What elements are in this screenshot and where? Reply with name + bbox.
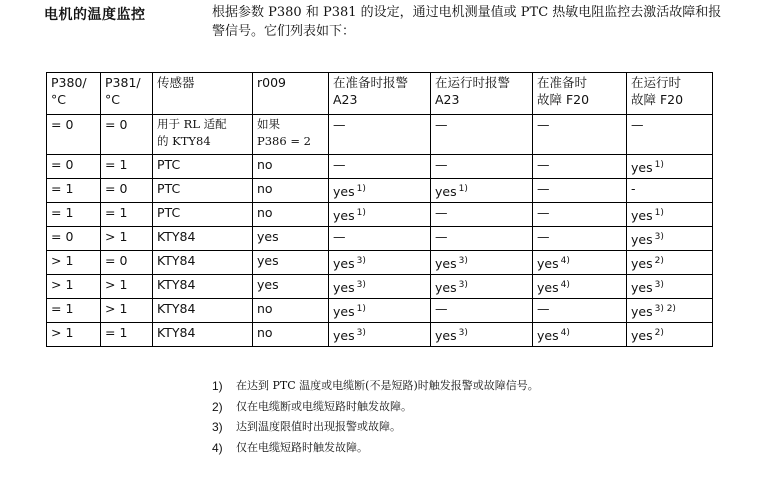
cell-value: — xyxy=(435,117,448,132)
footnote-ref: 4) xyxy=(560,328,570,338)
cell-value: 用于 RL 适配 的 KTY84 xyxy=(157,117,227,148)
cell-value: 如果 P386 = 2 xyxy=(257,117,311,148)
cell-warn-run xyxy=(431,275,533,299)
cell-value: — xyxy=(333,117,346,132)
cell-warn-run xyxy=(431,155,533,179)
cell-value: yes xyxy=(333,256,355,271)
footnote-ref: 4) xyxy=(560,256,570,266)
cell-warn-run xyxy=(431,179,533,203)
footnote-number: 1) xyxy=(212,379,223,393)
cell-warn-run xyxy=(431,227,533,251)
footnote-ref: 1) xyxy=(458,184,468,194)
footnote-ref: 2) xyxy=(654,328,664,338)
cell-value: no xyxy=(257,301,273,316)
cell-fault-run xyxy=(627,251,713,275)
cell-value: > 1 xyxy=(51,253,74,268)
cell-r009 xyxy=(253,323,329,347)
cell-warn-run xyxy=(431,323,533,347)
cell-r009 xyxy=(253,275,329,299)
cell-value: > 1 xyxy=(51,325,74,340)
cell-sensor xyxy=(153,299,253,323)
footnote-number: 3) xyxy=(212,420,223,434)
cell-warn-ready xyxy=(329,115,431,155)
cell-value: = 1 xyxy=(51,205,74,220)
cell-p380 xyxy=(47,227,101,251)
cell-warn-ready xyxy=(329,203,431,227)
header-sensor: 传感器 xyxy=(153,73,253,115)
footnote-ref: 3) xyxy=(654,232,664,242)
footnotes xyxy=(212,376,539,458)
footnote-ref: 1) xyxy=(356,304,366,314)
cell-value: yes xyxy=(435,280,457,295)
cell-p380 xyxy=(47,155,101,179)
cell-r009 xyxy=(253,251,329,275)
cell-sensor xyxy=(153,275,253,299)
footnote-item xyxy=(212,376,539,397)
cell-warn-run xyxy=(431,115,533,155)
table-row xyxy=(47,115,713,155)
cell-value: yes xyxy=(257,277,279,292)
cell-value: = 0 xyxy=(105,117,128,132)
cell-value: — xyxy=(333,157,346,172)
cell-value: — xyxy=(631,117,644,132)
cell-warn-ready xyxy=(329,155,431,179)
cell-warn-ready xyxy=(329,323,431,347)
cell-value: yes xyxy=(631,304,653,319)
footnote-ref: 3) xyxy=(356,256,366,266)
cell-value: yes xyxy=(333,280,355,295)
cell-value: yes xyxy=(631,328,653,343)
footnote-ref: 3) xyxy=(654,280,664,290)
footnote-ref: 1) xyxy=(356,208,366,218)
footnote-ref: 3) xyxy=(356,280,366,290)
cell-warn-run xyxy=(431,203,533,227)
cell-value: — xyxy=(435,205,448,220)
cell-r009 xyxy=(253,299,329,323)
cell-sensor xyxy=(153,179,253,203)
cell-fault-ready xyxy=(533,115,627,155)
header-fault-run: 在运行时 故障 F20 xyxy=(627,73,713,115)
table-row xyxy=(47,299,713,323)
cell-p381 xyxy=(101,323,153,347)
cell-value: KTY84 xyxy=(157,277,196,292)
cell-value: KTY84 xyxy=(157,253,196,268)
cell-p381 xyxy=(101,155,153,179)
table-row xyxy=(47,251,713,275)
cell-value: yes xyxy=(257,253,279,268)
cell-value: > 1 xyxy=(105,229,128,244)
cell-p381 xyxy=(101,299,153,323)
header-warn-run: 在运行时报警 A23 xyxy=(431,73,533,115)
cell-r009 xyxy=(253,155,329,179)
cell-p380 xyxy=(47,323,101,347)
cell-value: — xyxy=(537,205,550,220)
cell-warn-ready xyxy=(329,275,431,299)
table-header-row xyxy=(47,73,713,115)
cell-p380 xyxy=(47,203,101,227)
cell-value: yes xyxy=(257,229,279,244)
cell-value: = 1 xyxy=(105,325,128,340)
cell-value: no xyxy=(257,325,273,340)
footnote-ref: 2) xyxy=(654,256,664,266)
footnote-ref: 3) xyxy=(458,328,468,338)
cell-value: yes xyxy=(537,280,559,295)
cell-value: yes xyxy=(631,280,653,295)
cell-p380 xyxy=(47,299,101,323)
cell-r009 xyxy=(253,115,329,155)
cell-value: — xyxy=(537,301,550,316)
footnote-ref: 1) xyxy=(654,160,664,170)
header-r009: r009 xyxy=(253,73,329,115)
cell-value: PTC xyxy=(157,181,181,196)
cell-p380 xyxy=(47,115,101,155)
cell-value: KTY84 xyxy=(157,301,196,316)
cell-sensor xyxy=(153,203,253,227)
cell-value: yes xyxy=(435,256,457,271)
cell-warn-ready xyxy=(329,179,431,203)
cell-value: > 1 xyxy=(105,277,128,292)
cell-value: = 1 xyxy=(105,157,128,172)
cell-value: no xyxy=(257,181,273,196)
cell-sensor xyxy=(153,115,253,155)
cell-value: = 0 xyxy=(51,157,74,172)
footnote-ref: 3) xyxy=(356,328,366,338)
cell-fault-run xyxy=(627,227,713,251)
cell-fault-run xyxy=(627,299,713,323)
cell-value: = 1 xyxy=(51,301,74,316)
cell-value: yes xyxy=(631,208,653,223)
header-fault-ready: 在准备时 故障 F20 xyxy=(533,73,627,115)
cell-value: yes xyxy=(333,304,355,319)
cell-value: yes xyxy=(631,160,653,175)
cell-value: = 1 xyxy=(105,205,128,220)
footnote-ref: 4) xyxy=(560,280,570,290)
cell-p381 xyxy=(101,251,153,275)
footnote-text: 达到温度限值时出现报警或故障。 xyxy=(236,420,401,433)
footnote-item xyxy=(212,397,539,418)
cell-p380 xyxy=(47,275,101,299)
cell-fault-run xyxy=(627,155,713,179)
cell-fault-run xyxy=(627,203,713,227)
footnote-number: 2) xyxy=(212,399,223,414)
table-row xyxy=(47,227,713,251)
cell-p381 xyxy=(101,203,153,227)
cell-value: = 0 xyxy=(51,117,74,132)
cell-sensor xyxy=(153,323,253,347)
footnote-text: 仅在电缆断或电缆短路时触发故障。 xyxy=(236,399,412,413)
cell-fault-run xyxy=(627,179,713,203)
cell-value: yes xyxy=(631,232,653,247)
cell-fault-ready xyxy=(533,323,627,347)
cell-fault-ready xyxy=(533,299,627,323)
cell-r009 xyxy=(253,227,329,251)
header-p380: P380/ °C xyxy=(47,73,101,115)
cell-warn-run xyxy=(431,299,533,323)
table-row xyxy=(47,323,713,347)
cell-value: yes xyxy=(435,184,457,199)
cell-value: — xyxy=(537,181,550,196)
table-body xyxy=(47,115,713,347)
cell-value: - xyxy=(631,181,636,196)
cell-value: yes xyxy=(537,256,559,271)
cell-p380 xyxy=(47,179,101,203)
header-p381: P381/ °C xyxy=(101,73,153,115)
cell-fault-ready xyxy=(533,275,627,299)
cell-warn-run xyxy=(431,251,533,275)
cell-value: > 1 xyxy=(105,301,128,316)
table-row xyxy=(47,203,713,227)
footnote-ref: 1) xyxy=(654,208,664,218)
cell-fault-ready xyxy=(533,155,627,179)
cell-fault-run xyxy=(627,115,713,155)
cell-fault-ready xyxy=(533,227,627,251)
section-title: 电机的温度监控 xyxy=(44,7,146,23)
intro-paragraph: 根据参数 P380 和 P381 的设定，通过电机测量值或 PTC 热敏电阻监控去激活故障和报警信号。它们列表如下： xyxy=(212,5,722,39)
cell-fault-ready xyxy=(533,179,627,203)
cell-p381 xyxy=(101,179,153,203)
cell-value: — xyxy=(537,157,550,172)
cell-value: yes xyxy=(631,256,653,271)
cell-p381 xyxy=(101,227,153,251)
cell-value: yes xyxy=(537,328,559,343)
cell-fault-ready xyxy=(533,203,627,227)
header-warn-ready: 在准备时报警 A23 xyxy=(329,73,431,115)
cell-value: = 1 xyxy=(51,181,74,196)
cell-value: PTC xyxy=(157,157,181,172)
cell-value: yes xyxy=(333,328,355,343)
temperature-monitoring-table xyxy=(46,72,713,347)
cell-value: — xyxy=(537,229,550,244)
footnote-item xyxy=(212,438,539,459)
cell-value: KTY84 xyxy=(157,229,196,244)
cell-p381 xyxy=(101,115,153,155)
cell-warn-ready xyxy=(329,299,431,323)
cell-r009 xyxy=(253,179,329,203)
footnote-number: 4) xyxy=(212,440,223,455)
cell-value: — xyxy=(435,157,448,172)
cell-fault-ready xyxy=(533,251,627,275)
cell-value: no xyxy=(257,157,273,172)
table-row xyxy=(47,179,713,203)
footnote-item xyxy=(212,417,539,438)
cell-p381 xyxy=(101,275,153,299)
cell-value: — xyxy=(537,117,550,132)
cell-fault-run xyxy=(627,323,713,347)
cell-value: — xyxy=(435,229,448,244)
cell-sensor xyxy=(153,227,253,251)
cell-value: = 0 xyxy=(105,253,128,268)
cell-value: — xyxy=(333,229,346,244)
table-row xyxy=(47,155,713,179)
footnote-ref: 1) xyxy=(356,184,366,194)
cell-fault-run xyxy=(627,275,713,299)
cell-warn-ready xyxy=(329,227,431,251)
cell-value: yes xyxy=(435,328,457,343)
cell-value: KTY84 xyxy=(157,325,196,340)
cell-value: no xyxy=(257,205,273,220)
cell-value: yes xyxy=(333,184,355,199)
cell-value: yes xyxy=(333,208,355,223)
footnote-text: 在达到 PTC 温度或电缆断(不是短路)时触发报警或故障信号。 xyxy=(236,379,539,392)
cell-p380 xyxy=(47,251,101,275)
cell-sensor xyxy=(153,155,253,179)
cell-value: = 0 xyxy=(51,229,74,244)
footnote-text: 仅在电缆短路时触发故障。 xyxy=(236,440,368,454)
cell-warn-ready xyxy=(329,251,431,275)
footnote-ref: 3) xyxy=(458,280,468,290)
cell-value: > 1 xyxy=(51,277,74,292)
cell-sensor xyxy=(153,251,253,275)
cell-value: = 0 xyxy=(105,181,128,196)
footnote-ref: 3) 2) xyxy=(654,304,676,314)
table-row xyxy=(47,275,713,299)
footnote-ref: 3) xyxy=(458,256,468,266)
cell-r009 xyxy=(253,203,329,227)
cell-value: PTC xyxy=(157,205,181,220)
cell-value: — xyxy=(435,301,448,316)
